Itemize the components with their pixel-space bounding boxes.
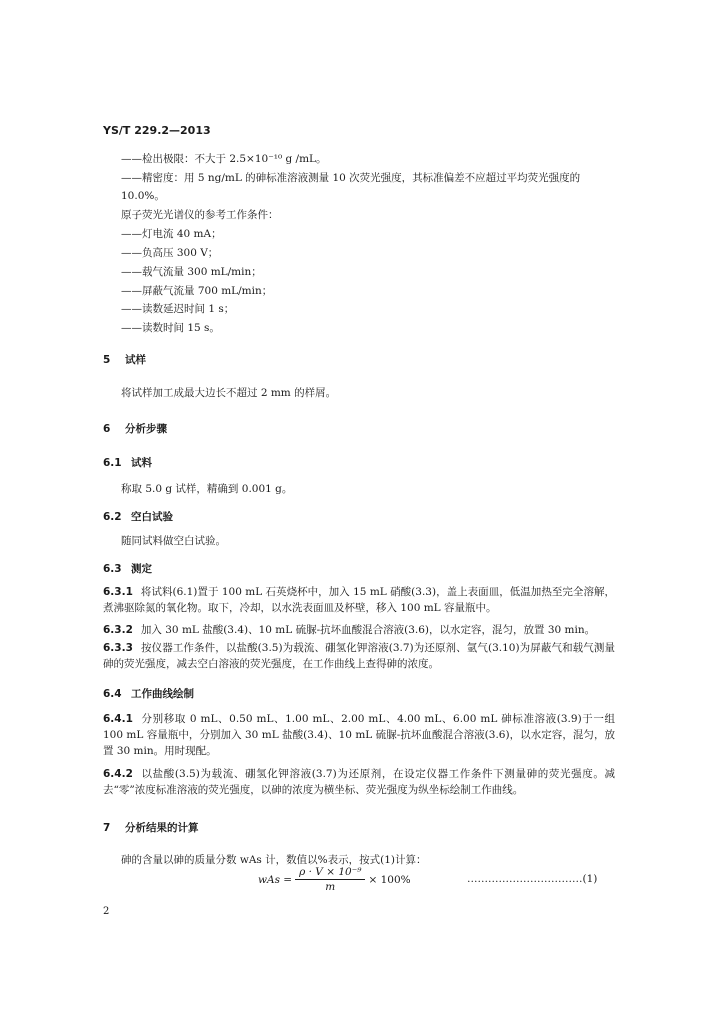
paragraph-6-3-1: [103, 584, 615, 616]
subsection-number: 6.4: [103, 688, 122, 700]
subsection-6-2-heading: [103, 509, 173, 524]
section-title: 分析步骤: [125, 423, 167, 435]
formula-lhs: wAs =: [258, 873, 293, 886]
formula-suffix: × 100%: [368, 873, 411, 886]
subsection-number: 6.1: [103, 457, 122, 469]
formula-numerator: ρ · V × 10⁻⁹: [295, 866, 365, 880]
formula-number-leader: ……………………………(1): [467, 873, 598, 885]
section-7-intro: 砷的含量以砷的质量分数 wAs 计，数值以%表示，按式(1)计算：: [121, 854, 427, 866]
section-number: 5: [103, 354, 111, 366]
section-number: 6: [103, 423, 111, 435]
subsection-title: 试料: [131, 457, 152, 469]
paragraph-number: 6.4.2: [103, 768, 133, 780]
paragraph-text: 按仪器工作条件，以盐酸(3.5)为载流、硼氢化钾溶液(3.7)为还原剂、氩气(3.10)为屏蔽气和载气测量砷的荧光强度，减去空白溶液的荧光强度，在工作曲线上查得砷的浓度。: [103, 642, 615, 670]
paragraph-6-4-1: [103, 711, 615, 759]
subsection-number: 6.2: [103, 511, 122, 523]
subsection-title: 空白试验: [131, 511, 173, 523]
condition-item: ——载气流量 300 mL/min；: [121, 266, 262, 278]
paragraph-number: 6.3.3: [103, 642, 133, 654]
condition-item: ——灯电流 40 mA；: [121, 228, 222, 240]
condition-item: ——读数延迟时间 1 s；: [121, 303, 235, 315]
subsection-6-3-heading: [103, 561, 152, 576]
subsection-6-2-text: 随同试料做空白试验。: [121, 535, 226, 547]
paragraph-number: 6.3.1: [103, 586, 133, 598]
subsection-6-1-text: 称取 5.0 g 试样，精确到 0.001 g。: [121, 483, 293, 495]
detection-limit-line: ——检出极限：不大于 2.5×10⁻¹⁰ g /mL。: [121, 153, 327, 165]
condition-item: ——屏蔽气流量 700 mL/min；: [121, 285, 273, 297]
section-7-heading: [103, 820, 199, 835]
paragraph-6-3-3: [103, 640, 615, 672]
standard-code-header: YS/T 229.2—2013: [103, 124, 211, 137]
subsection-6-4-heading: [103, 686, 194, 701]
paragraph-text: 以盐酸(3.5)为载流、硼氢化钾溶液(3.7)为还原剂，在设定仪器工作条件下测量砷的荧光强度。减去“零”浓度标准溶液的荧光强度，以砷的浓度为横坐标、荧光强度为纵坐标绘制工作曲线。: [103, 768, 615, 796]
arsenic-formula: [258, 866, 411, 893]
paragraph-number: 6.4.1: [103, 713, 133, 725]
paragraph-6-3-2: [103, 622, 615, 638]
condition-item: ——负高压 300 V；: [121, 247, 219, 259]
paragraph-6-4-2: [103, 766, 615, 798]
subsection-number: 6.3: [103, 563, 122, 575]
section-5-heading: [103, 352, 146, 367]
paragraph-number: 6.3.2: [103, 624, 133, 636]
condition-item: ——读数时间 15 s。: [121, 322, 220, 334]
section-title: 分析结果的计算: [125, 822, 199, 834]
formula-fraction: [295, 866, 365, 893]
page-number: 2: [103, 906, 110, 917]
paragraph-text: 加入 30 mL 盐酸(3.4)、10 mL 硫脲-抗坏血酸混合溶液(3.6)，以水定容，混匀，放置 30 min。: [140, 624, 596, 636]
subsection-6-1-heading: [103, 455, 152, 470]
precision-line-2: 10.0%。: [121, 190, 165, 202]
section-number: 7: [103, 822, 111, 834]
precision-line-1: ——精密度：用 5 ng/mL 的砷标准溶液测量 10 次荧光强度，其标准偏差不应超过平均荧光强度的: [121, 172, 581, 184]
conditions-title: 原子荧光光谱仪的参考工作条件：: [121, 209, 279, 221]
paragraph-text: 将试料(6.1)置于 100 mL 石英烧杯中，加入 15 mL 硝酸(3.3)，盖上表面皿，低温加热至完全溶解，煮沸驱除氮的氧化物。取下，冷却，以水洗表面皿及杯壁，移入 100 mL 容量瓶中。: [103, 586, 615, 614]
formula-denominator: m: [325, 881, 336, 893]
section-6-heading: [103, 421, 167, 436]
subsection-title: 测定: [131, 563, 152, 575]
section-5-text: 将试样加工成最大边长不超过 2 mm 的样屑。: [121, 387, 337, 399]
subsection-title: 工作曲线绘制: [131, 688, 194, 700]
paragraph-text: 分别移取 0 mL、0.50 mL、1.00 mL、2.00 mL、4.00 mL、6.00 mL 砷标准溶液(3.9)于一组 100 mL 容量瓶中，分别加入 30 mL 盐酸(3.4)、10 mL 硫脲-抗坏血酸混合溶液(3.6)，以水定容，混匀，放置 30 min。用时现配。: [103, 713, 615, 757]
section-title: 试样: [125, 354, 146, 366]
